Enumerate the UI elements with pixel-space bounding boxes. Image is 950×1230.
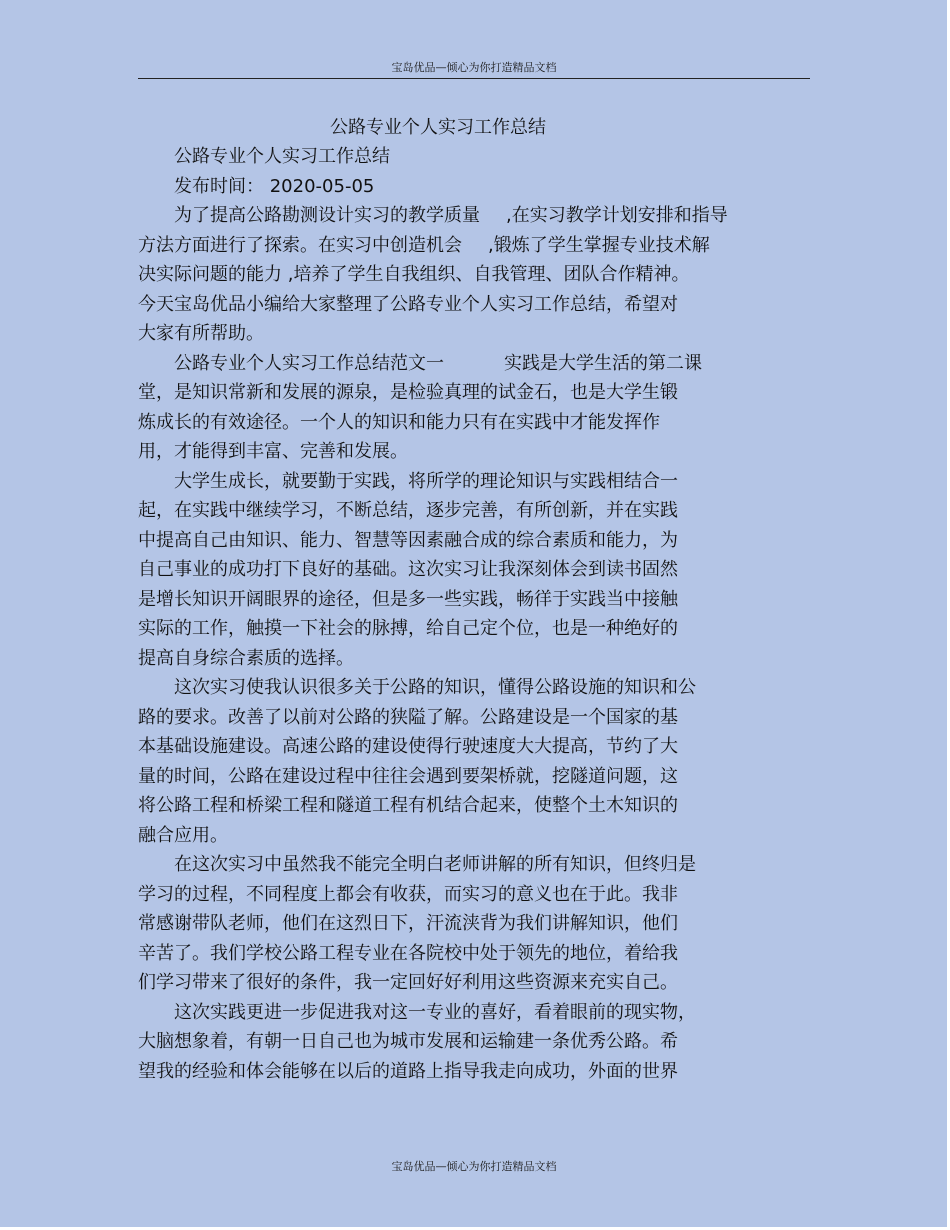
paragraph-line: 实际的工作，触摸一下社会的脉搏，给自己定个位，也是一种绝好的 <box>138 618 678 639</box>
paragraph-line: 提高自身综合素质的选择。 <box>138 647 354 669</box>
text-segment: ,锻炼了学生掌握专业技术解 <box>488 234 710 256</box>
paragraph-line: 中提高自己由知识、能力、智慧等因素融合成的综合素质和能力，为 <box>138 529 678 551</box>
text-segment: 为了提高公路勘测设计实习的教学质量 <box>174 205 480 226</box>
paragraph-line: 这次实践更进一步促进我对这一专业的喜好，看着眼前的现实物， <box>174 1001 696 1023</box>
text-segment: ,在实习教学计划安排和指导 <box>506 205 728 226</box>
document-title: 公路专业个人实习工作总结 <box>330 117 546 138</box>
paragraph-line: 路的要求。改善了以前对公路的狭隘了解。公路建设是一个国家的基 <box>138 706 678 728</box>
paragraph-line: 大家有所帮助。 <box>138 323 264 344</box>
paragraph-line: 堂，是知识常新和发展的源泉，是检验真理的试金石，也是大学生锻 <box>138 382 678 403</box>
text-segment: 方法方面进行了探索。在实习中创造机会 <box>138 234 462 256</box>
subtitle-line: 公路专业个人实习工作总结 <box>174 146 390 167</box>
paragraph-line: 本基础设施建设。高速公路的建设使得行驶速度大大提高，节约了大 <box>138 736 678 757</box>
paragraph-line: 大学生成长，就要勤于实践，将所学的理论知识与实践相结合一 <box>174 470 678 492</box>
document-body <box>138 142 793 1086</box>
publish-date: 2020-05-05 <box>269 175 375 197</box>
paragraph-line: 今天宝岛优品小编给大家整理了公路专业个人实习工作总结，希望对 <box>138 293 678 315</box>
publish-label: 发布时间： <box>174 175 264 197</box>
paragraph-line: 们学习带来了很好的条件，我一定回好好利用这些资源来充实自己。 <box>138 972 678 993</box>
paragraph-line <box>138 231 793 261</box>
paragraph-line: 用，才能得到丰富、完善和发展。 <box>138 441 408 462</box>
paragraph-line: 学习的过程，不同程度上都会有收获，而实习的意义也在于此。我非 <box>138 883 678 905</box>
page-header: 宝岛优品—倾心为你打造精品文档 <box>138 58 810 79</box>
paragraph-line: 量的时间，公路在建设过程中往往会遇到要架桥就，挖隧道问题，这 <box>138 765 678 787</box>
paragraph-line: 常感谢带队老师，他们在这烈日下，汗流浃背为我们讲解知识，他们 <box>138 913 678 934</box>
text-segment: 公路专业个人实习工作总结范文一 <box>174 352 444 374</box>
paragraph-line <box>138 349 793 379</box>
paragraph-line: 炼成长的有效途径。一个人的知识和能力只有在实践中才能发挥作 <box>138 411 660 433</box>
page-footer: 宝岛优品—倾心为你打造精品文档 <box>391 1160 557 1173</box>
paragraph-line: 是增长知识开阔眼界的途径，但是多一些实践，畅徉于实践当中接触 <box>138 588 678 610</box>
paragraph-line: 自己事业的成功打下良好的基础。这次实习让我深刻体会到读书固然 <box>138 559 678 580</box>
paragraph-line: 决实际问题的能力 ,培养了学生自我组织、自我管理、团队合作精神。 <box>138 264 690 285</box>
publish-line <box>138 172 793 202</box>
paragraph-line <box>138 201 793 231</box>
paragraph-line: 起，在实践中继续学习，不断总结，逐步完善，有所创新，并在实践 <box>138 500 678 521</box>
paragraph-line: 辛苦了。我们学校公路工程专业在各院校中处于领先的地位，着给我 <box>138 942 678 964</box>
paragraph-line: 望我的经验和体会能够在以后的道路上指导我走向成功，外面的世界 <box>138 1060 678 1082</box>
paragraph-line: 将公路工程和桥梁工程和隧道工程有机结合起来，使整个土木知识的 <box>138 795 678 816</box>
paragraph-line: 大脑想象着，有朝一日自己也为城市发展和运输建一条优秀公路。希 <box>138 1031 678 1052</box>
text-segment: 实践是大学生活的第二课 <box>504 352 702 374</box>
paragraph-line: 在这次实习中虽然我不能完全明白老师讲解的所有知识，但终归是 <box>174 854 696 875</box>
paragraph-line: 融合应用。 <box>138 824 228 846</box>
paragraph-line: 这次实习使我认识很多关于公路的知识，懂得公路设施的知识和公 <box>174 677 696 698</box>
